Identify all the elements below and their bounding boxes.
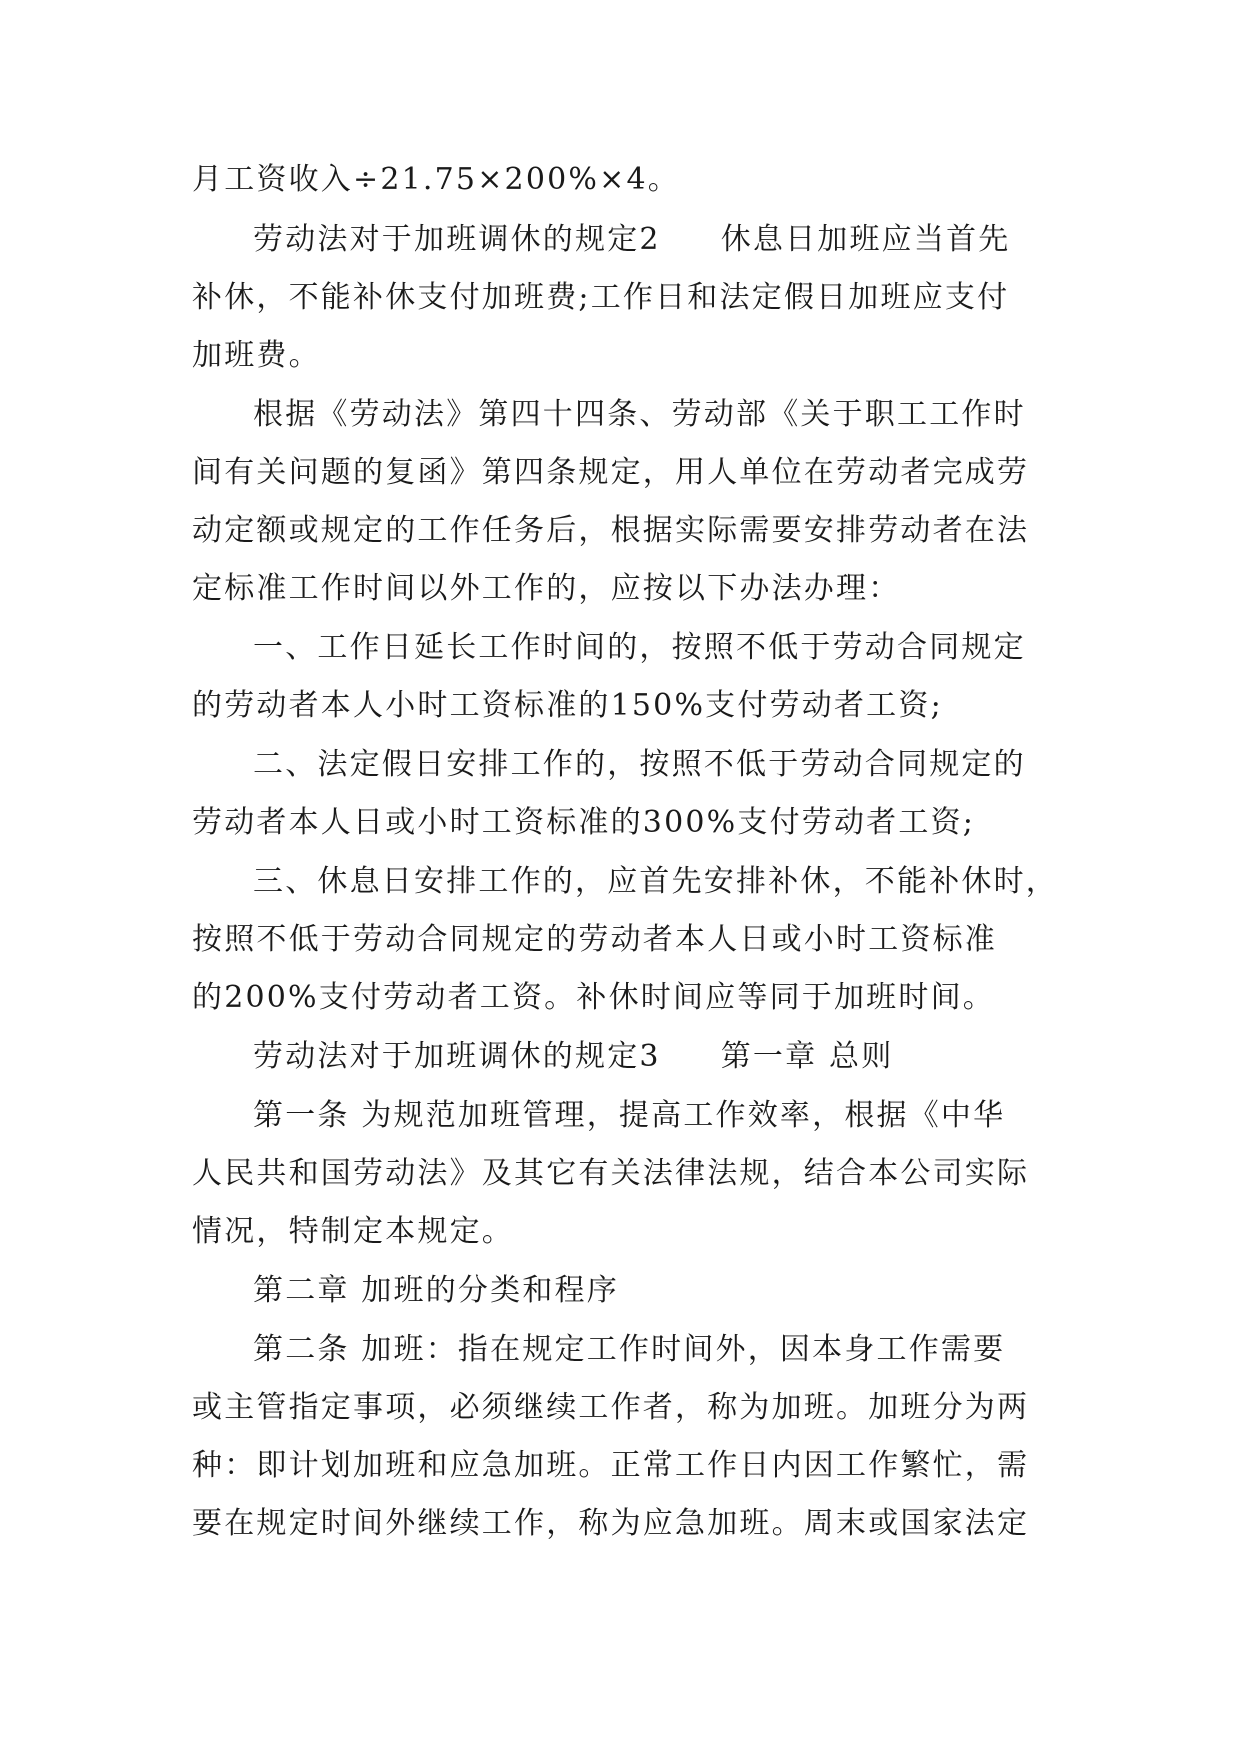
- paragraph-line: 劳动者本人日或小时工资标准的300%支付劳动者工资;: [192, 805, 976, 840]
- paragraph-line: 动定额或规定的工作任务后，根据实际需要安排劳动者在法: [192, 513, 1030, 548]
- section-heading-line: [253, 1037, 1053, 1077]
- paragraph-line: 人民共和国劳动法》及其它有关法律法规，结合本公司实际: [192, 1156, 1030, 1191]
- paragraph-line: 间有关问题的复函》第四条规定，用人单位在劳动者完成劳: [192, 455, 1030, 490]
- paragraph-line: 加班费。: [192, 338, 321, 373]
- paragraph-line: 第二条 加班：指在规定工作时间外，因本身工作需要: [253, 1332, 1006, 1367]
- paragraph-line: 要在规定时间外继续工作，称为应急加班。周末或国家法定: [192, 1506, 1030, 1541]
- paragraph-line: 按照不低于劳动合同规定的劳动者本人日或小时工资标准: [192, 922, 997, 957]
- section-heading-line: [253, 220, 1053, 260]
- paragraph-line: 的200%支付劳动者工资。补休时间应等同于加班时间。: [192, 980, 995, 1015]
- section-heading: 劳动法对于加班调休的规定2: [253, 222, 661, 257]
- paragraph-line: 根据《劳动法》第四十四条、劳动部《关于职工工作时: [253, 397, 1026, 432]
- paragraph-line: 种：即计划加班和应急加班。正常工作日内因工作繁忙，需: [192, 1448, 1030, 1483]
- paragraph-lead: 休息日加班应当首先: [720, 222, 1011, 257]
- paragraph-line: 情况，特制定本规定。: [192, 1214, 514, 1249]
- paragraph-line: 的劳动者本人小时工资标准的150%支付劳动者工资;: [192, 688, 943, 723]
- section-heading: 劳动法对于加班调休的规定3: [253, 1039, 661, 1074]
- paragraph-line: 第一条 为规范加班管理，提高工作效率，根据《中华: [253, 1098, 1006, 1133]
- paragraph-line: 补休，不能补休支付加班费;工作日和法定假日加班应支付: [192, 280, 1010, 315]
- paragraph-line: 月工资收入÷21.75×200%×4。: [192, 162, 680, 197]
- chapter-heading: 第一章 总则: [720, 1039, 894, 1074]
- paragraph-line: 三、休息日安排工作的，应首先安排补休，不能补休时，: [253, 864, 1058, 899]
- chapter-heading: 第二章 加班的分类和程序: [253, 1273, 619, 1308]
- paragraph-line: 二、法定假日安排工作的，按照不低于劳动合同规定的: [253, 747, 1026, 782]
- paragraph-line: 定标准工作时间以外工作的，应按以下办法办理：: [192, 571, 901, 606]
- paragraph-line: 或主管指定事项，必须继续工作者，称为加班。加班分为两: [192, 1390, 1030, 1425]
- paragraph-line: 一、工作日延长工作时间的，按照不低于劳动合同规定: [253, 630, 1026, 665]
